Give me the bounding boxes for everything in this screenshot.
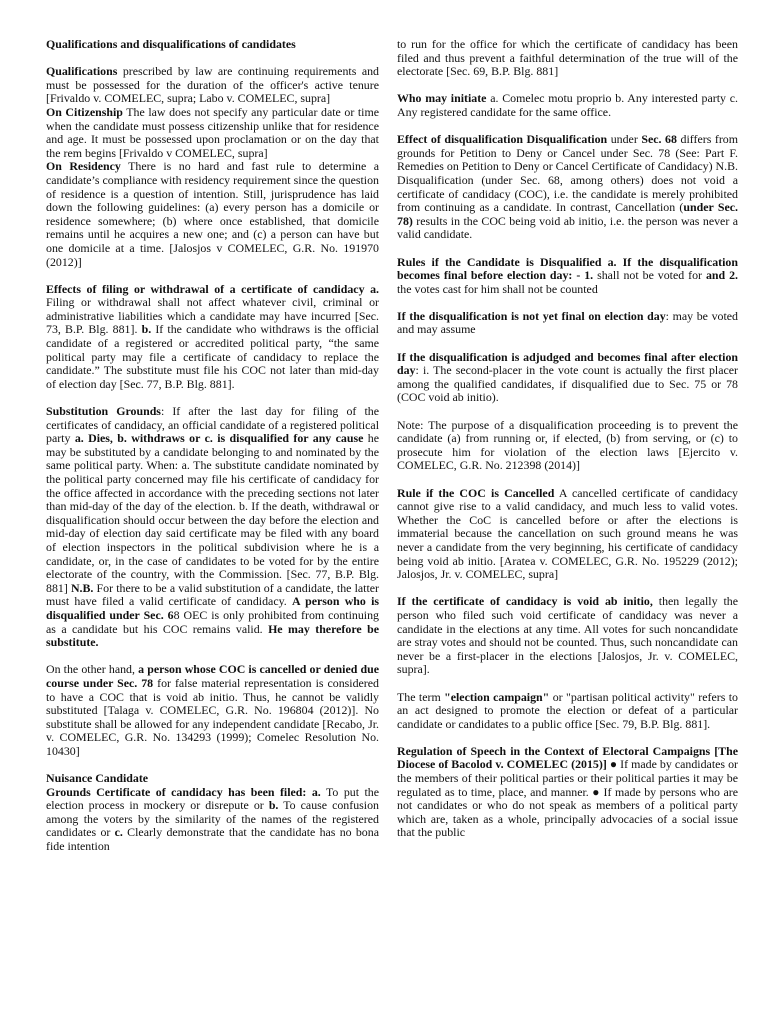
body-text: a. Comelec motu proprio b. Any interested party c. Any registered candidate for the same office. [397, 91, 738, 119]
body-text: under [607, 132, 642, 147]
left-paragraph [46, 106, 379, 160]
bold-text: Qualifications and disqualifications of candidates [46, 37, 296, 51]
left-paragraph [46, 283, 379, 392]
bold-text: "election campaign" [444, 689, 550, 704]
body-text: If the candidate who withdraws is the official candidate of a registered or accredited political party, “the same political party may file a certificate of candidacy to replace the candidate.” The substitute must file his COC not later than mid-day of election day [Sec. 77, B.P. Blg. 881]. [46, 322, 379, 391]
left-paragraph [46, 38, 379, 52]
right-paragraph [397, 487, 738, 582]
body-text: A cancelled certificate of candidacy cannot give rise to a valid candidacy, and much less to valid votes. Whether the CoC is cancelled before or after the elections is immaterial because the cancellation on such ground means he was never a candidate from the very beginning, his certificate of candidacy being void ab initio. [Aratea v. COMELEC, G.R. No. 195229 (2012); Jalosjos, Jr. v. COMELEC, supra] [397, 485, 738, 582]
bold-text: a. Dies, b. withdraws or c. is disqualified for any cause [74, 431, 364, 446]
right-paragraph [397, 691, 738, 732]
right-paragraph [397, 92, 738, 119]
bold-text: Rules if the Candidate is Disqualified a. If the disqualification becomes final before election day: - 1. [397, 254, 738, 283]
body-text: There is no hard and fast rule to determine a candidate’s compliance with residency requirement since the question of residence is a question of intention. Still, jurisprudence has laid down the following guidelines: (a) every person has a domicile or residence somewhere; (b) where once established, that domicile remains until he acquires a new one; and (c) a person can have but one domicile at a time. [Jalosjos v COMELEC, G.R. No. 191970 (2012)] [46, 159, 380, 269]
bold-text: b. [141, 322, 152, 337]
right-paragraph [397, 351, 738, 405]
bold-text: If the disqualification is adjudged and becomes final after election day [397, 349, 738, 378]
body-text: 8 OEC is only prohibited from continuing as a candidate but his COC remains valid. [46, 607, 379, 636]
body-text: The law does not specify any particular date or time when the candidate must possess citizenship unlike that for residence and age. It must be possessed upon proclamation or on the day that the rem begins [Frivaldo v COMELEC, supra] [46, 104, 379, 160]
right-paragraph [397, 419, 738, 473]
right-column [397, 38, 738, 854]
body-text: The term [397, 689, 445, 704]
right-paragraph [397, 310, 738, 337]
bold-text: He may therefore be substitute. [46, 621, 379, 650]
bold-text: Effect of disqualification Disqualification [397, 132, 608, 147]
right-paragraph [397, 133, 738, 242]
left-paragraph [46, 405, 379, 650]
left-paragraph [46, 663, 379, 758]
body-text: to run for the office for which the certificate of candidacy has been filed and thus prevent a faithful determination of the true will of the electorate [Sec. 69, B.P. Blg. 881] [397, 37, 738, 79]
body-text: or "partisan political activity" refers to an act designed to promote the election or defeat of a particular candidate or candidates to a public office [Sec. 79, B.P. Blg. 881]. [397, 689, 738, 731]
body-text: Note: The purpose of a disqualification proceeding is to prevent the candidate (a) from running or, if elected, (b) from serving, or (c) to prosecute him for violation of the election laws [Ejercito v. COMELEC, G.R. No. 212398 (2014)] [397, 417, 738, 473]
body-text: shall not be voted for [593, 268, 706, 283]
right-paragraph [397, 38, 738, 79]
bold-text: under Sec. 78) [397, 200, 738, 228]
bold-text: c. [114, 825, 123, 840]
body-text: On the other hand, [46, 662, 139, 677]
bold-text: On Residency [46, 159, 121, 174]
bold-text: On Citizenship [46, 104, 123, 119]
bold-text: a person whose COC is cancelled or denied due course under Sec. 78 [46, 662, 380, 690]
bold-text: Sec. 68 [641, 132, 677, 147]
body-text: ● If made by candidates or the members of their political parties or their political parties it may be regulated as to time, place, and manner. ● If made by persons who are not candidates or who do not speak as members of a political party which are, taken as a whole, principally advocacies of a social issue that the public [397, 757, 738, 840]
body-text: To cause confusion among the voters by the similarity of the names of the registered candidates or [46, 798, 379, 840]
bold-text: N.B. [70, 580, 94, 595]
bold-text: Substitution Grounds [46, 404, 161, 419]
right-paragraph [397, 595, 738, 677]
body-text: the votes cast for him shall not be counted [397, 281, 598, 296]
bold-text: If the disqualification is not yet final on election day [397, 308, 666, 323]
bold-text: If the certificate of candidacy is void ab initio, [397, 594, 653, 609]
right-paragraph [397, 256, 738, 297]
two-column-layout [46, 38, 738, 854]
body-text: For there to be a valid substitution of a candidate, the latter must have filed a valid certificate of candidacy. [46, 580, 379, 609]
body-text: results in the COC being void ab initio, i.e. the person was never a valid candidate. [397, 213, 738, 242]
left-paragraph [46, 160, 379, 269]
body-text: he may be substituted by a candidate belonging to and nominated by the same political party. When: a. The substitute candidate nominated by the political party concerned may file his certificate of candidacy for the office affected in accordance with the preceding sections not later than mid-day of the day of the election. b. If the death, withdrawal or disqualification should occur between the day before the election and mid-day of election day said certificate may be filed with any board of election inspectors in the political subdivision where he is a candidate, or, in the case of candidates to be voted for by the entire electorate of the country, with the Commission. [Sec. 77, B.P. Blg. 881] [46, 431, 380, 595]
bold-text: Nuisance Candidate [46, 771, 149, 786]
body-text: Filing or withdrawal shall not affect whatever civil, criminal or administrative liabilities which a candidate may have incurred [Sec. 73, B.P. Blg. 881]. [46, 295, 379, 337]
left-paragraph [46, 786, 379, 854]
left-column [46, 38, 379, 854]
body-text: : If after the last day for filing of the certificates of candidacy, an official candidate of a registered political party [46, 404, 379, 446]
bold-text: and 2. [705, 268, 738, 283]
body-text: Clearly demonstrate that the candidate has no bona fide intention [46, 825, 379, 854]
bold-text: Effects of filing or withdrawal of a certificate of candidacy a. [46, 281, 379, 296]
body-text: To put the election process in mockery or disrepute or [46, 784, 379, 813]
body-text: : i. The second-placer in the vote count is actually the first placer among the qualified candidates, if disqualified due to Sec. 75 or 78 (COC void ab initio). [397, 363, 738, 405]
bold-text: Rule if the COC is Cancelled [397, 485, 555, 500]
body-text: then legally the person who filed such void certificate of candidacy was never a candidate in the elections at any time. All votes for such noncandidate are stray votes and should not be counted. Thus, such noncandidate can never be a first-placer in the elections [Jalosjos, Jr. v. COMELEC, supra]. [397, 594, 738, 677]
body-text: : may be voted and may assume [397, 308, 738, 337]
bold-text: b. [268, 798, 279, 813]
bold-text: Regulation of Speech in the Context of Electoral Campaigns [The Diocese of Bacolod v. COMELEC (2015)] [397, 743, 738, 772]
left-paragraph [46, 65, 379, 106]
left-paragraph [46, 772, 379, 786]
body-text: prescribed by law are continuing requirements and must be possessed for the duration of the officer's active tenure [Frivaldo v. COMELEC, supra; Labo v. COMELEC, supra] [46, 64, 379, 106]
bold-text: A person who is disqualified under Sec. 6 [46, 594, 379, 622]
right-paragraph [397, 745, 738, 840]
bold-text: Qualifications [46, 64, 118, 79]
body-text: for false material representation is considered to have a COC that is void ab initio. Thus, he cannot be validly substituted [Talaga v. COMELEC, G.R. No. 196804 (2012)]. No substitute shall be allowed for any independent candidate [Recabo, Jr. v. COMELEC, G.R. No. 134293 (1999); Comelec Resolution No. 10430] [46, 675, 379, 758]
bold-text: Who may initiate [397, 91, 487, 106]
body-text: differs from grounds for Petition to Deny or Cancel under Sec. 78 (See: Part F. Remedies on Petition to Deny or Cancel Certificate of Candidacy) N.B. Disqualification (under Sec. 68, among others) does not void a certificate of candidacy (COC), i.e. the candidate is merely prohibited from continuing as a candidate. In contrast, Cancellation ( [397, 132, 738, 215]
bold-text: Grounds Certificate of candidacy has been filed: a. [46, 784, 321, 799]
